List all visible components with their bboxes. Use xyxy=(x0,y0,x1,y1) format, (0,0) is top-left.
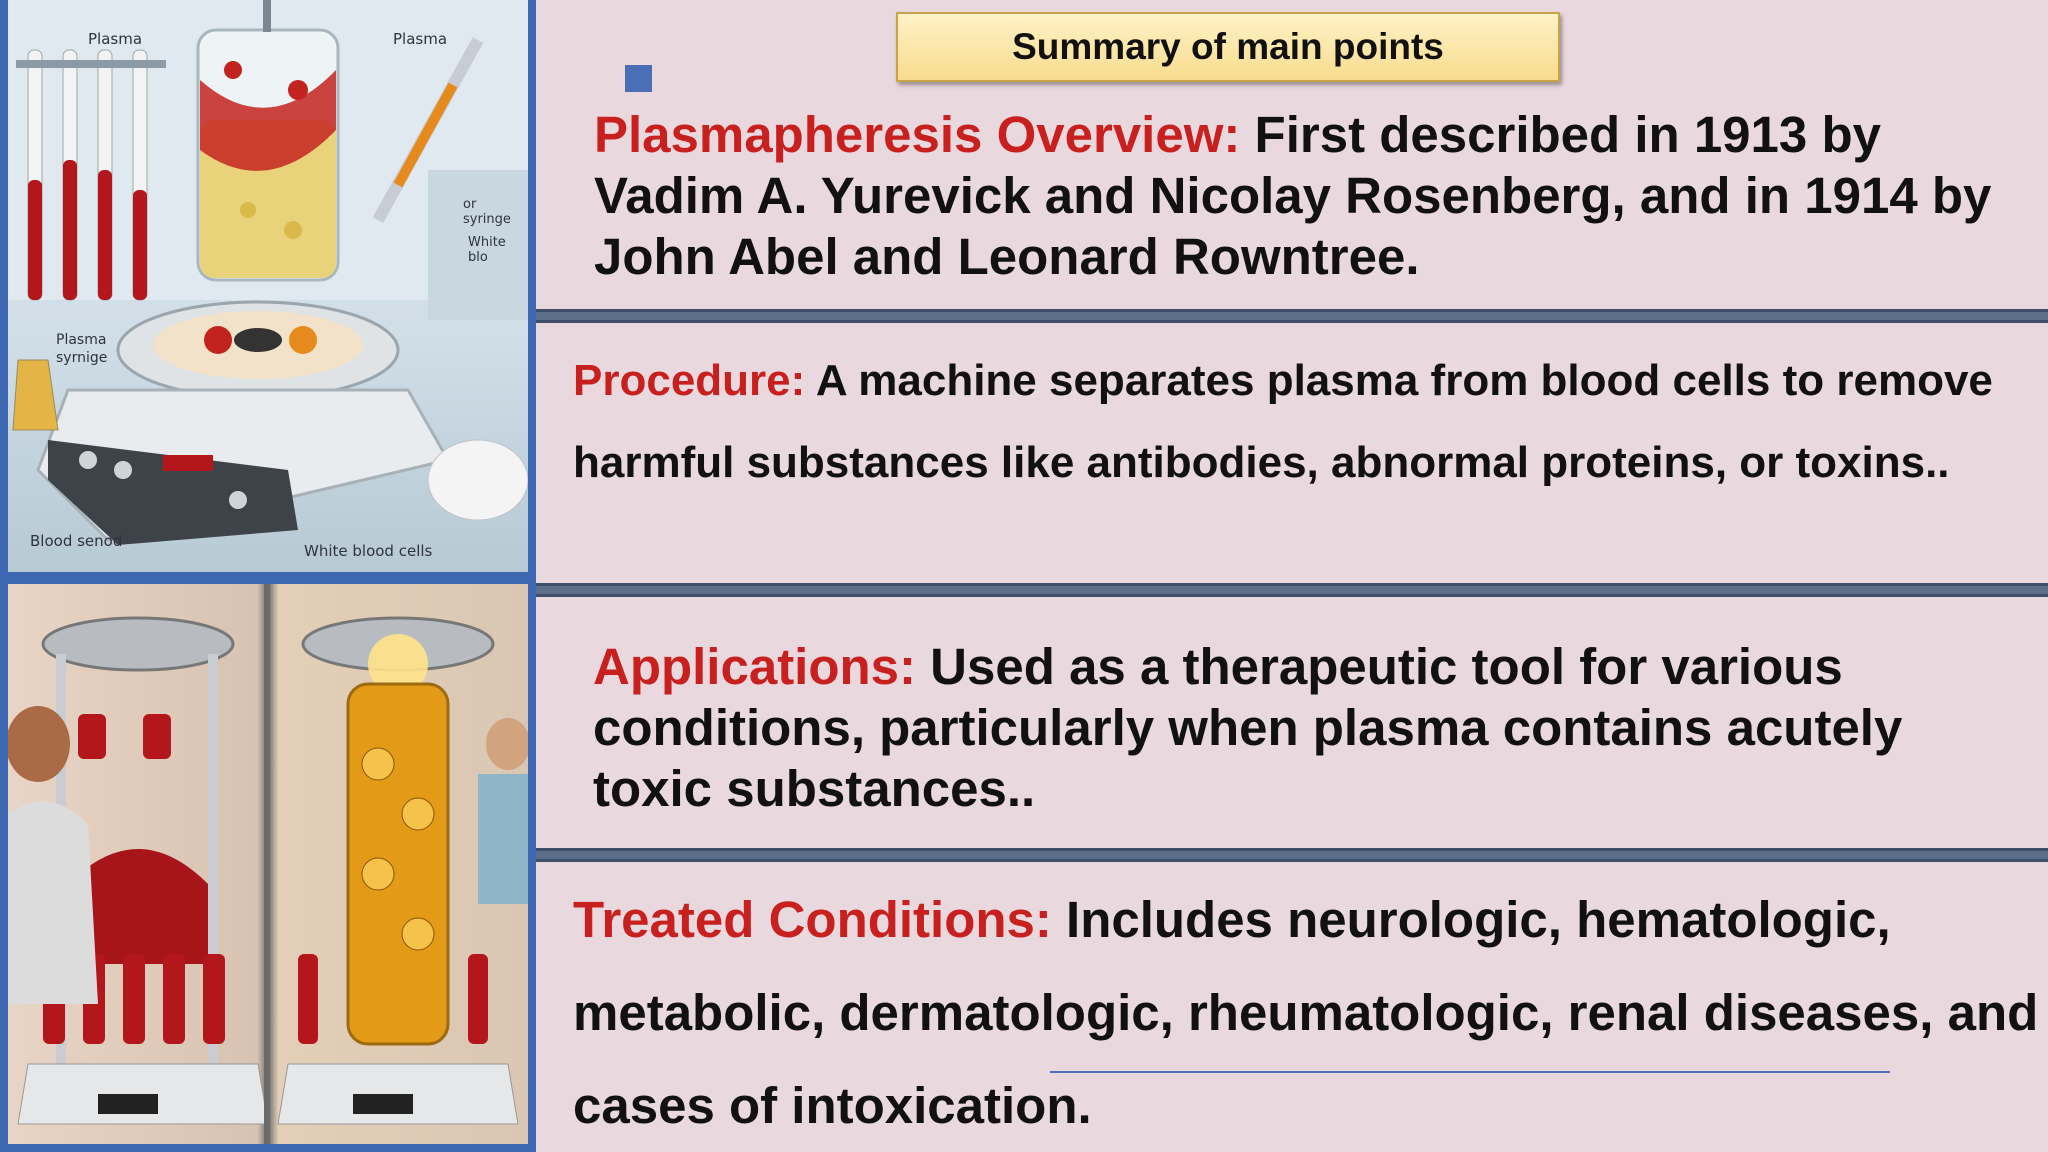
treatment-illustration-graphic xyxy=(8,584,528,1144)
plasma-syringe-label-2: syrnige xyxy=(56,350,108,366)
syringe-label: or syringe xyxy=(463,197,511,227)
lab-illustration-graphic xyxy=(8,0,528,572)
section-divider xyxy=(536,583,2048,597)
white-blood-cells-label: White blood cells xyxy=(304,542,433,560)
section-text: A machine separates plasma from blood cells to remove harmful substances like antibodies, abnormal proteins, or toxins.. xyxy=(573,356,1993,487)
blood-senod-label: Blood senod xyxy=(30,532,123,550)
plasmapheresis-lab-illustration xyxy=(8,0,528,572)
section-overview xyxy=(594,104,2034,287)
section-label: Applications: xyxy=(593,638,917,695)
slide-title: Summary of main points xyxy=(1012,26,1444,67)
section-procedure xyxy=(573,340,2033,504)
white-blood-label: White blo xyxy=(468,235,506,265)
plasma-label-right: Plasma xyxy=(393,30,448,48)
bullet-square-icon xyxy=(625,65,652,92)
slide-title-box xyxy=(896,12,1560,82)
plasma-syringe-label-1: Plasma xyxy=(56,332,107,348)
section-divider xyxy=(536,848,2048,862)
section-treated-conditions xyxy=(573,873,2043,1152)
section-label: Treated Conditions: xyxy=(573,891,1052,948)
section-text: First described in 1913 by Vadim A. Yurevick and Nicolay Rosenberg, and in 1914 by John Abel and Leonard Rowntree. xyxy=(594,106,1992,285)
section-text: Includes neurologic, hematologic, metabolic, dermatologic, rheumatologic, renal diseases, and cases of intoxication. xyxy=(573,891,2039,1134)
section-label: Plasmapheresis Overview: xyxy=(594,106,1241,163)
section-label: Procedure: xyxy=(573,356,806,405)
patient-treatment-illustration xyxy=(8,584,528,1144)
decorative-line xyxy=(1050,1071,1890,1073)
plasma-label-left: Plasma xyxy=(88,30,143,48)
illustration-panel xyxy=(0,0,536,1152)
section-applications xyxy=(593,636,2033,819)
section-text: Used as a therapeutic tool for various conditions, particularly when plasma contains acutely toxic substances.. xyxy=(593,638,1903,817)
section-divider xyxy=(536,309,2048,323)
